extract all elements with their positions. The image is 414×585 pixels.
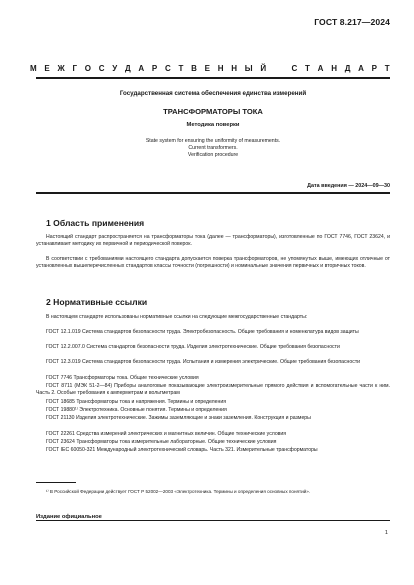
reference-item: ГОСТ IEC 60050-321 Международный электротехнический словарь. Часть 321. Измерительные трансформаторы xyxy=(46,447,318,453)
english-title-line: Current transformers. xyxy=(188,145,238,151)
standard-banner xyxy=(30,64,390,73)
footnote-separator xyxy=(36,482,76,483)
banner-letter: Й xyxy=(260,64,267,73)
banner-letter: Г xyxy=(72,64,77,73)
banner-letter: О xyxy=(84,64,91,73)
banner-letter: Т xyxy=(178,64,184,73)
edition-rule xyxy=(36,520,390,521)
banner-letter: Р xyxy=(151,64,158,73)
gost-number: ГОСТ 8.217—2024 xyxy=(314,17,390,27)
reference-item: ГОСТ 22261 Средства измерений электрических и магнитных величин. Общие технические условия xyxy=(46,431,287,437)
introduction-date: Дата введения — 2024—09—30 xyxy=(307,183,390,189)
reference-item: ГОСТ 8711 (МЭК 51-2—84) Приборы аналоговые показывающие электроизмерительные прямого действия и вспомогательные части к ним. Часть 2. Особые требования к амперметрам и вольтметрам xyxy=(36,383,390,396)
reference-item: ГОСТ 21130 Изделия электротехнические. Зажимы заземляющие и знаки заземления. Конструкция и размеры xyxy=(46,415,311,421)
banner-letter: С xyxy=(291,64,298,73)
banner-letter: Ж xyxy=(57,64,65,73)
section-heading-references: 2 Нормативные ссылки xyxy=(46,297,148,307)
page-number: 1 xyxy=(384,530,388,536)
reference-item: ГОСТ 19880¹⁾ Электротехника. Основные понятия. Термины и определения xyxy=(46,407,227,413)
banner-letter: Д xyxy=(124,64,131,73)
banner-letter: А xyxy=(317,64,324,73)
reference-item: ГОСТ 12.1.019 Система стандартов безопасности труда. Электробезопасность. Общие требования и номенклатура видов защиты xyxy=(46,329,359,335)
reference-item: ГОСТ 23624 Трансформаторы тока измерительные лабораторные. Общие технические условия xyxy=(46,439,277,445)
scope-paragraph: Настоящий стандарт распространяется на трансформаторы тока (далее — трансформаторы), изготовленные по ГОСТ 7746, ГОСТ 23624, и устанавливает методику их первичной и периодической поверок. xyxy=(36,234,390,247)
banner-letter: С xyxy=(164,64,171,73)
english-title-line: Verification procedure xyxy=(187,152,239,158)
banner-letter: Н xyxy=(231,64,237,73)
reference-item: ГОСТ 18685 Трансформаторы тока и напряжения. Термины и определения xyxy=(46,399,227,405)
banner-letter: Т xyxy=(305,64,310,73)
banner-letter: М xyxy=(30,64,37,73)
edition-label: Издание официальное xyxy=(36,514,102,520)
banner-letter: Д xyxy=(344,64,351,73)
banner-letter: Н xyxy=(217,64,224,73)
system-title: Государственная система обеспечения единства измерений xyxy=(119,90,307,97)
english-title-line: State system for ensuring the uniformity of measurements. xyxy=(145,138,281,144)
english-title-block xyxy=(36,138,390,159)
banner-letter: Е xyxy=(204,64,210,73)
banner-letter: Ы xyxy=(244,64,253,73)
section-heading-scope: 1 Область применения xyxy=(46,218,145,228)
banner-letter xyxy=(274,64,284,73)
date-rule xyxy=(36,192,390,194)
banner-letter: В xyxy=(191,64,197,73)
banner-letter: Н xyxy=(331,64,337,73)
reference-item: ГОСТ 12.3.019 Система стандартов безопасности труда. Испытания и измерения электрические. Общие требования безопасности xyxy=(46,359,361,365)
banner-letter: А xyxy=(138,64,145,73)
reference-item: ГОСТ 7746 Трансформаторы тока. Общие технические условия xyxy=(46,375,199,381)
banner-rule xyxy=(36,77,390,79)
document-subtitle: Методика поверки xyxy=(186,122,240,128)
banner-letter: А xyxy=(358,64,364,73)
banner-letter: У xyxy=(112,64,118,73)
banner-letter: Т xyxy=(384,64,390,73)
banner-letter: С xyxy=(98,64,105,73)
document-title: ТРАНСФОРМАТОРЫ ТОКА xyxy=(163,107,263,116)
footnote: ¹⁾ В Российской Федерации действует ГОСТ Р 52002—2003 «Электротехника. Термины и определения основных понятий». xyxy=(46,489,311,494)
reference-item: ГОСТ 12.2.007.0 Система стандартов безопасности труда. Изделия электротехнические. Общие требования безопасности xyxy=(46,344,340,350)
banner-letter: Р xyxy=(371,64,377,73)
scope-paragraph: В соответствии с требованиями настоящего стандарта допускается поверка трансформаторов, не упомянутых выше, имеющих отличные от установленных вышеперечисленных стандартов классы точности (погрешности) и номинальные значения первичных и вторичных токов. xyxy=(36,256,390,269)
references-intro: В настоящем стандарте использованы нормативные ссылки на следующие межгосударственные стандарты: xyxy=(46,314,308,320)
banner-letter: Е xyxy=(44,64,50,73)
